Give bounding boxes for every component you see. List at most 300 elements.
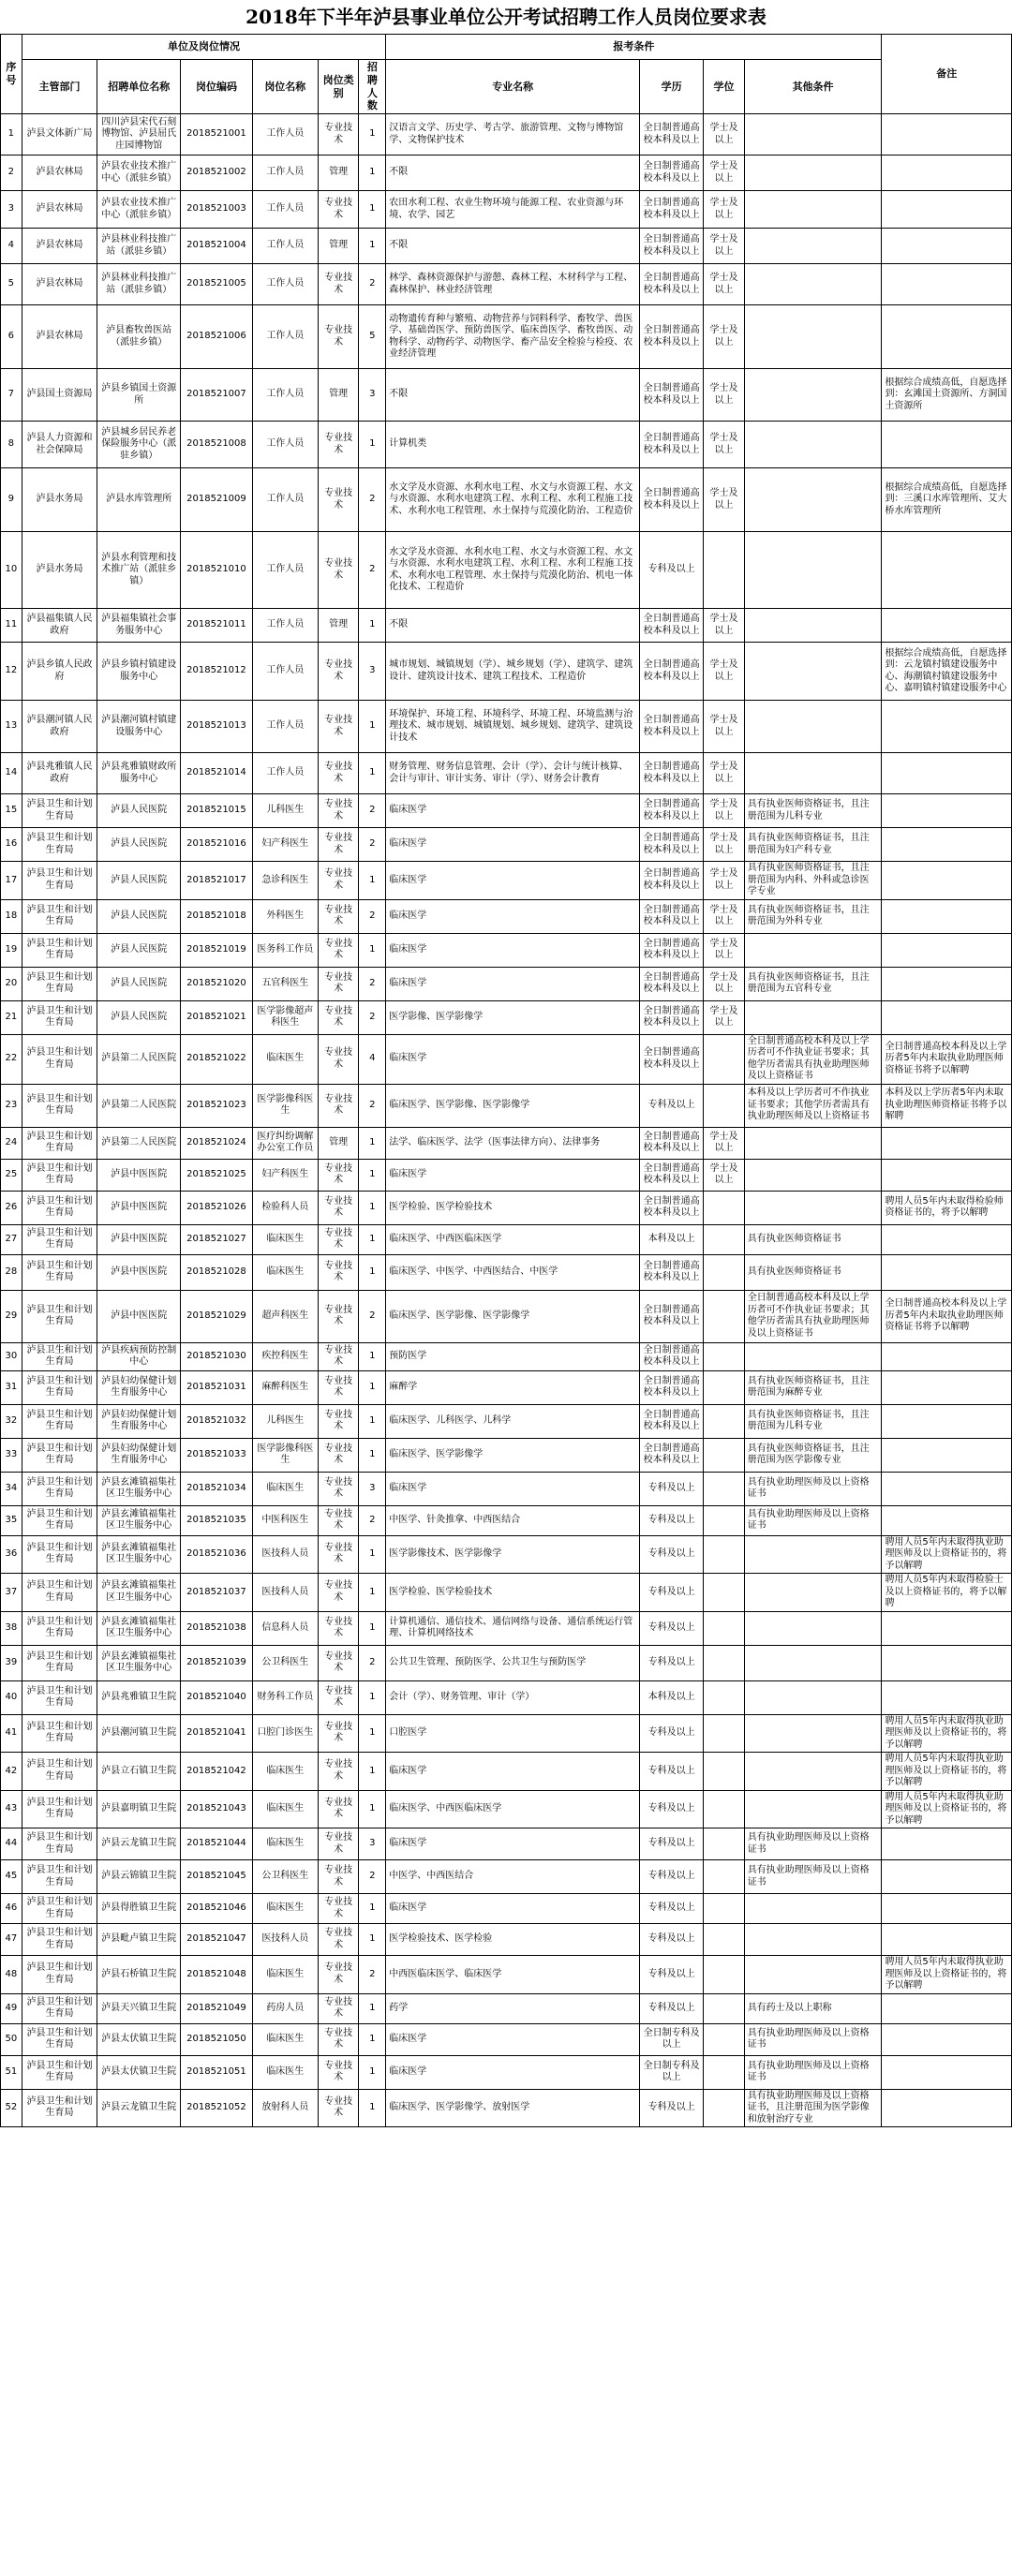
cell-post: 医学影像超声科医生: [252, 1000, 318, 1034]
cell-post: 工作人员: [252, 532, 318, 609]
cell-edu: 全日制普通高校本科及以上: [640, 828, 704, 862]
cell-post: 工作人员: [252, 229, 318, 264]
table-row: [1, 1790, 1012, 1828]
cell-code: 2018521010: [181, 532, 252, 609]
cell-dept: 泸县卫生和计划生育局: [22, 1956, 97, 1994]
cell-num: 1: [359, 2055, 386, 2089]
cell-unit: 泸县石桥镇卫生院: [97, 1956, 181, 1994]
cell-code: 2018521025: [181, 1159, 252, 1191]
cell-code: 2018521051: [181, 2055, 252, 2089]
cell-major: 财务管理、财务信息管理、会计（学）、会计与统计核算、会计与审计、审计实务、审计（学）、财务会计教育: [386, 753, 640, 794]
cell-edu: 全日制普通高校本科及以上: [640, 1254, 704, 1290]
cell-unit: 泸县水库管理所: [97, 468, 181, 532]
cell-num: 2: [359, 468, 386, 532]
cell-ptype: 专业技术: [318, 422, 358, 468]
cell-dept: 泸县卫生和计划生育局: [22, 1254, 97, 1290]
cell-remarks: [882, 114, 1012, 155]
cell-ptype: 专业技术: [318, 2089, 358, 2127]
cell-code: 2018521018: [181, 899, 252, 933]
cell-dept: 泸县卫生和计划生育局: [22, 1290, 97, 1342]
cell-edu: 专科及以上: [640, 1535, 704, 1574]
cell-code: 2018521038: [181, 1611, 252, 1645]
cell-ptype: 专业技术: [318, 1191, 358, 1224]
cell-num: 2: [359, 899, 386, 933]
cell-post: 口腔门诊医生: [252, 1714, 318, 1753]
cell-num: 1: [359, 1404, 386, 1438]
cell-code: 2018521050: [181, 2023, 252, 2055]
cell-dept: 泸县国土资源局: [22, 369, 97, 422]
table-row: [1, 2023, 1012, 2055]
cell-num: 1: [359, 2023, 386, 2055]
cell-degree: [704, 1956, 744, 1994]
table-row: [1, 1828, 1012, 1860]
cell-ptype: 专业技术: [318, 1342, 358, 1370]
cell-ptype: 管理: [318, 1127, 358, 1159]
cell-unit: 泸县林业科技推广站（派驻乡镇）: [97, 229, 181, 264]
cell-ptype: 专业技术: [318, 468, 358, 532]
cell-unit: 泸县毗卢镇卫生院: [97, 1924, 181, 1956]
cell-major: 临床医学: [386, 794, 640, 828]
cell-seq: 3: [1, 191, 22, 229]
header-req-group: 报考条件: [386, 35, 882, 60]
cell-num: 1: [359, 1191, 386, 1224]
cell-degree: [704, 1611, 744, 1645]
cell-post: 工作人员: [252, 155, 318, 191]
cell-other: [744, 1342, 882, 1370]
cell-edu: 专科及以上: [640, 1894, 704, 1924]
cell-edu: 全日制专科及以上: [640, 2023, 704, 2055]
cell-ptype: 专业技术: [318, 1753, 358, 1791]
cell-ptype: 专业技术: [318, 1924, 358, 1956]
cell-code: 2018521001: [181, 114, 252, 155]
table-row: [1, 305, 1012, 369]
cell-num: 3: [359, 643, 386, 701]
cell-other: [744, 1000, 882, 1034]
cell-num: 1: [359, 862, 386, 900]
cell-code: 2018521002: [181, 155, 252, 191]
cell-remarks: [882, 1993, 1012, 2023]
cell-other: [744, 1535, 882, 1574]
cell-post: 工作人员: [252, 191, 318, 229]
cell-ptype: 管理: [318, 369, 358, 422]
cell-remarks: 聘用人员5年内未取得执业助理医师及以上资格证书的，将予以解聘: [882, 1714, 1012, 1753]
cell-seq: 43: [1, 1790, 22, 1828]
cell-edu: 全日制普通高校本科及以上: [640, 422, 704, 468]
cell-seq: 21: [1, 1000, 22, 1034]
cell-major: 计算机类: [386, 422, 640, 468]
cell-unit: 泸县第二人民医院: [97, 1084, 181, 1127]
cell-other: [744, 532, 882, 609]
cell-num: 1: [359, 1993, 386, 2023]
cell-seq: 12: [1, 643, 22, 701]
cell-post: 妇产科医生: [252, 828, 318, 862]
cell-degree: 学士及以上: [704, 369, 744, 422]
cell-unit: 泸县水利管理和技术推广站（派驻乡镇）: [97, 532, 181, 609]
cell-edu: 全日制普通高校本科及以上: [640, 229, 704, 264]
cell-seq: 9: [1, 468, 22, 532]
cell-dept: 泸县人力资源和社会保障局: [22, 422, 97, 468]
cell-edu: 全日制普通高校本科及以上: [640, 264, 704, 305]
cell-num: 1: [359, 1370, 386, 1404]
cell-code: 2018521022: [181, 1034, 252, 1084]
cell-remarks: 本科及以上学历者5年内未取执业助理医师资格证书将予以解聘: [882, 1084, 1012, 1127]
cell-remarks: [882, 1127, 1012, 1159]
cell-remarks: [882, 862, 1012, 900]
cell-major: 不限: [386, 155, 640, 191]
cell-degree: 学士及以上: [704, 862, 744, 900]
cell-unit: 泸县潮河镇卫生院: [97, 1714, 181, 1753]
table-row: [1, 794, 1012, 828]
table-row: [1, 1611, 1012, 1645]
cell-num: 1: [359, 1535, 386, 1574]
cell-dept: 泸县卫生和计划生育局: [22, 1993, 97, 2023]
cell-unit: 泸县潮河镇村镇建设服务中心: [97, 701, 181, 753]
cell-edu: 本科及以上: [640, 1680, 704, 1714]
cell-remarks: [882, 1159, 1012, 1191]
cell-code: 2018521003: [181, 191, 252, 229]
cell-degree: 学士及以上: [704, 753, 744, 794]
cell-unit: 泸县玄滩镇福集社区卫生服务中心: [97, 1611, 181, 1645]
table-row: [1, 1956, 1012, 1994]
cell-ptype: 专业技术: [318, 1714, 358, 1753]
cell-post: 临床医生: [252, 1790, 318, 1828]
cell-remarks: [882, 1505, 1012, 1535]
cell-remarks: [882, 2089, 1012, 2127]
cell-degree: [704, 1472, 744, 1505]
cell-degree: 学士及以上: [704, 114, 744, 155]
cell-dept: 泸县兆雅镇人民政府: [22, 753, 97, 794]
cell-other: 具有执业医师资格证书，且注册范围为内科、外科或急诊医学专业: [744, 862, 882, 900]
cell-seq: 47: [1, 1924, 22, 1956]
cell-degree: [704, 1645, 744, 1680]
cell-seq: 4: [1, 229, 22, 264]
cell-post: 医疗纠纷调解办公室工作员: [252, 1127, 318, 1159]
cell-unit: 泸县农业技术推广中心（派驻乡镇）: [97, 191, 181, 229]
cell-remarks: [882, 967, 1012, 1000]
cell-ptype: 专业技术: [318, 794, 358, 828]
cell-remarks: 根据综合成绩高低，自愿选择到：云龙镇村镇建设服务中心、海潮镇村镇建设服务中心、嘉明镇村镇建设服务中心: [882, 643, 1012, 701]
cell-post: 医技科人员: [252, 1535, 318, 1574]
cell-code: 2018521013: [181, 701, 252, 753]
cell-dept: 泸县农林局: [22, 191, 97, 229]
cell-dept: 泸县卫生和计划生育局: [22, 1034, 97, 1084]
cell-remarks: [882, 155, 1012, 191]
cell-remarks: [882, 933, 1012, 967]
cell-ptype: 专业技术: [318, 828, 358, 862]
cell-post: 放射科人员: [252, 2089, 318, 2127]
cell-code: 2018521045: [181, 1860, 252, 1894]
cell-dept: 泸县卫生和计划生育局: [22, 1828, 97, 1860]
cell-remarks: 聘用人员5年内未取得执业助理医师及以上资格证书的，将予以解聘: [882, 1956, 1012, 1994]
cell-dept: 泸县潮河镇人民政府: [22, 701, 97, 753]
cell-remarks: 全日制普通高校本科及以上学历者5年内未取执业助理医师资格证书将予以解聘: [882, 1290, 1012, 1342]
cell-other: [744, 264, 882, 305]
cell-other: [744, 1191, 882, 1224]
cell-remarks: [882, 1404, 1012, 1438]
table-row: [1, 1714, 1012, 1753]
cell-ptype: 专业技术: [318, 1956, 358, 1994]
cell-dept: 泸县卫生和计划生育局: [22, 1127, 97, 1159]
cell-dept: 泸县卫生和计划生育局: [22, 1753, 97, 1791]
cell-unit: 泸县玄滩镇福集社区卫生服务中心: [97, 1535, 181, 1574]
cell-code: 2018521023: [181, 1084, 252, 1127]
cell-major: 预防医学: [386, 1342, 640, 1370]
cell-post: 医技科人员: [252, 1924, 318, 1956]
cell-post: 临床医生: [252, 1472, 318, 1505]
cell-degree: [704, 1505, 744, 1535]
cell-other: [744, 422, 882, 468]
cell-seq: 48: [1, 1956, 22, 1994]
cell-major: 临床医学、医学影像学、放射医学: [386, 2089, 640, 2127]
cell-other: [744, 643, 882, 701]
cell-dept: 泸县卫生和计划生育局: [22, 1790, 97, 1828]
cell-edu: 全日制普通高校本科及以上: [640, 1034, 704, 1084]
cell-degree: 学士及以上: [704, 828, 744, 862]
cell-post: 医学影像科医生: [252, 1438, 318, 1472]
cell-unit: 泸县云锦镇卫生院: [97, 1860, 181, 1894]
cell-num: 1: [359, 422, 386, 468]
cell-ptype: 专业技术: [318, 1084, 358, 1127]
cell-degree: 学士及以上: [704, 155, 744, 191]
cell-unit: 泸县天兴镇卫生院: [97, 1993, 181, 2023]
cell-remarks: [882, 1894, 1012, 1924]
table-row: [1, 1438, 1012, 1472]
cell-code: 2018521042: [181, 1753, 252, 1791]
header-post: 岗位名称: [252, 60, 318, 114]
cell-edu: 全日制普通高校本科及以上: [640, 191, 704, 229]
cell-seq: 41: [1, 1714, 22, 1753]
cell-major: 临床医学、医学影像、医学影像学: [386, 1084, 640, 1127]
cell-degree: 学士及以上: [704, 701, 744, 753]
cell-degree: 学士及以上: [704, 191, 744, 229]
cell-ptype: 专业技术: [318, 643, 358, 701]
cell-edu: 专科及以上: [640, 1790, 704, 1828]
cell-num: 1: [359, 155, 386, 191]
cell-remarks: [882, 2023, 1012, 2055]
table-row: [1, 1680, 1012, 1714]
cell-code: 2018521046: [181, 1894, 252, 1924]
header-remarks: 备注: [882, 35, 1012, 114]
cell-unit: 泸县乡镇国土资源所: [97, 369, 181, 422]
table-row: [1, 1034, 1012, 1084]
cell-remarks: [882, 899, 1012, 933]
cell-unit: 泸县妇幼保健计划生育服务中心: [97, 1404, 181, 1438]
cell-code: 2018521037: [181, 1574, 252, 1612]
cell-unit: 泸县人民医院: [97, 1000, 181, 1034]
cell-major: 医学检验、医学检验技术: [386, 1574, 640, 1612]
cell-dept: 泸县水务局: [22, 468, 97, 532]
cell-other: [744, 1574, 882, 1612]
cell-major: 法学、临床医学、法学（医事法律方向）、法律事务: [386, 1127, 640, 1159]
cell-ptype: 专业技术: [318, 1472, 358, 1505]
cell-unit: 泸县玄滩镇福集社区卫生服务中心: [97, 1472, 181, 1505]
cell-code: 2018521004: [181, 229, 252, 264]
cell-major: 环境保护、环境工程、环境科学、环境工程、环境监测与治理技术、城市规划、城镇规划、城乡规划、建筑学、建筑设计技术: [386, 701, 640, 753]
cell-other: 具有执业助理医师及以上资格证书: [744, 1505, 882, 1535]
cell-post: 工作人员: [252, 369, 318, 422]
cell-major: 临床医学: [386, 1828, 640, 1860]
cell-dept: 泸县卫生和计划生育局: [22, 828, 97, 862]
cell-edu: 全日制普通高校本科及以上: [640, 1342, 704, 1370]
cell-num: 2: [359, 1956, 386, 1994]
table-row: [1, 1535, 1012, 1574]
cell-remarks: [882, 753, 1012, 794]
cell-degree: 学士及以上: [704, 899, 744, 933]
cell-post: 公卫科医生: [252, 1860, 318, 1894]
cell-post: 临床医生: [252, 1254, 318, 1290]
cell-post: 临床医生: [252, 2055, 318, 2089]
cell-edu: 专科及以上: [640, 1753, 704, 1791]
cell-remarks: 聘用人员5年内未取得检验士及以上资格证书的，将予以解聘: [882, 1574, 1012, 1612]
table-row: [1, 1860, 1012, 1894]
cell-major: 临床医学、中医学、中西医结合、中医学: [386, 1254, 640, 1290]
cell-num: 1: [359, 701, 386, 753]
cell-num: 1: [359, 2089, 386, 2127]
cell-major: 临床医学: [386, 1034, 640, 1084]
cell-code: 2018521017: [181, 862, 252, 900]
cell-num: 1: [359, 1611, 386, 1645]
cell-other: [744, 1924, 882, 1956]
cell-major: 医学检验技术、医学检验: [386, 1924, 640, 1956]
cell-num: 1: [359, 1159, 386, 1191]
cell-seq: 25: [1, 1159, 22, 1191]
cell-ptype: 专业技术: [318, 2055, 358, 2089]
cell-seq: 1: [1, 114, 22, 155]
cell-remarks: [882, 1342, 1012, 1370]
cell-post: 超声科医生: [252, 1290, 318, 1342]
cell-dept: 泸县卫生和计划生育局: [22, 1574, 97, 1612]
header-major: 专业名称: [386, 60, 640, 114]
cell-major: 临床医学: [386, 828, 640, 862]
cell-ptype: 专业技术: [318, 1680, 358, 1714]
cell-other: 具有执业医师资格证书，且注册范围为儿科专业: [744, 1404, 882, 1438]
table-row: [1, 369, 1012, 422]
cell-seq: 45: [1, 1860, 22, 1894]
table-row: [1, 229, 1012, 264]
cell-other: 全日制普通高校本科及以上学历者可不作执业证书要求；其他学历者需具有执业助理医师及以上资格证书: [744, 1290, 882, 1342]
cell-seq: 20: [1, 967, 22, 1000]
cell-edu: 专科及以上: [640, 1084, 704, 1127]
cell-degree: [704, 1993, 744, 2023]
cell-ptype: 专业技术: [318, 1159, 358, 1191]
header-unit: 招聘单位名称: [97, 60, 181, 114]
cell-major: 临床医学: [386, 1753, 640, 1791]
table-row: [1, 155, 1012, 191]
cell-code: 2018521047: [181, 1924, 252, 1956]
cell-remarks: [882, 422, 1012, 468]
cell-major: 不限: [386, 229, 640, 264]
cell-degree: [704, 2023, 744, 2055]
cell-degree: [704, 1342, 744, 1370]
cell-post: 信息科人员: [252, 1611, 318, 1645]
table-row: [1, 1404, 1012, 1438]
header-edu: 学历: [640, 60, 704, 114]
cell-dept: 泸县卫生和计划生育局: [22, 1370, 97, 1404]
header-other: 其他条件: [744, 60, 882, 114]
cell-degree: [704, 1290, 744, 1342]
cell-seq: 30: [1, 1342, 22, 1370]
cell-num: 1: [359, 933, 386, 967]
cell-code: 2018521036: [181, 1535, 252, 1574]
table-row: [1, 701, 1012, 753]
cell-seq: 33: [1, 1438, 22, 1472]
cell-post: 公卫科医生: [252, 1645, 318, 1680]
cell-seq: 46: [1, 1894, 22, 1924]
table-row: [1, 1753, 1012, 1791]
cell-unit: 泸县第二人民医院: [97, 1034, 181, 1084]
cell-ptype: 专业技术: [318, 899, 358, 933]
cell-num: 3: [359, 369, 386, 422]
cell-num: 2: [359, 794, 386, 828]
cell-unit: 泸县玄滩镇福集社区卫生服务中心: [97, 1574, 181, 1612]
cell-edu: 专科及以上: [640, 1860, 704, 1894]
cell-unit: 泸县妇幼保健计划生育服务中心: [97, 1370, 181, 1404]
cell-code: 2018521026: [181, 1191, 252, 1224]
table-row: [1, 1645, 1012, 1680]
cell-seq: 23: [1, 1084, 22, 1127]
cell-post: 药房人员: [252, 1993, 318, 2023]
cell-seq: 39: [1, 1645, 22, 1680]
header-num: 招聘人数: [359, 60, 386, 114]
cell-edu: 全日制普通高校本科及以上: [640, 794, 704, 828]
cell-edu: 全日制普通高校本科及以上: [640, 899, 704, 933]
cell-seq: 40: [1, 1680, 22, 1714]
cell-seq: 10: [1, 532, 22, 609]
cell-unit: 泸县人民医院: [97, 899, 181, 933]
cell-post: 医务科工作员: [252, 933, 318, 967]
cell-major: 临床医学: [386, 862, 640, 900]
table-row: [1, 862, 1012, 900]
header-row-columns: [1, 60, 1012, 114]
table-row: [1, 1574, 1012, 1612]
cell-major: 临床医学: [386, 899, 640, 933]
cell-other: 具有执业医师资格证书: [744, 1254, 882, 1290]
cell-degree: 学士及以上: [704, 1127, 744, 1159]
cell-edu: 全日制普通高校本科及以上: [640, 1370, 704, 1404]
cell-other: [744, 933, 882, 967]
cell-code: 2018521027: [181, 1224, 252, 1254]
cell-degree: [704, 1370, 744, 1404]
cell-remarks: [882, 1680, 1012, 1714]
cell-seq: 8: [1, 422, 22, 468]
cell-ptype: 专业技术: [318, 1645, 358, 1680]
table-row: [1, 1191, 1012, 1224]
table-row: [1, 1993, 1012, 2023]
cell-remarks: [882, 1472, 1012, 1505]
cell-other: 具有执业助理医师及以上资格证书，且注册范围为医学影像和放射治疗专业: [744, 2089, 882, 2127]
cell-unit: 泸县农业技术推广中心（派驻乡镇）: [97, 155, 181, 191]
cell-remarks: 聘用人员5年内未取得检验师资格证书的，将予以解聘: [882, 1191, 1012, 1224]
cell-num: 1: [359, 1224, 386, 1254]
cell-dept: 泸县卫生和计划生育局: [22, 967, 97, 1000]
cell-num: 2: [359, 967, 386, 1000]
cell-edu: 全日制普通高校本科及以上: [640, 369, 704, 422]
cell-dept: 泸县卫生和计划生育局: [22, 1894, 97, 1924]
cell-degree: [704, 1404, 744, 1438]
cell-major: 口腔医学: [386, 1714, 640, 1753]
cell-other: [744, 305, 882, 369]
table-row: [1, 468, 1012, 532]
cell-remarks: 聘用人员5年内未取得执业助理医师及以上资格证书的，将予以解聘: [882, 1790, 1012, 1828]
cell-edu: 专科及以上: [640, 1828, 704, 1860]
cell-ptype: 专业技术: [318, 1790, 358, 1828]
cell-remarks: [882, 1224, 1012, 1254]
cell-ptype: 专业技术: [318, 1370, 358, 1404]
cell-edu: 专科及以上: [640, 532, 704, 609]
cell-dept: 泸县卫生和计划生育局: [22, 1224, 97, 1254]
cell-seq: 16: [1, 828, 22, 862]
cell-degree: [704, 1438, 744, 1472]
